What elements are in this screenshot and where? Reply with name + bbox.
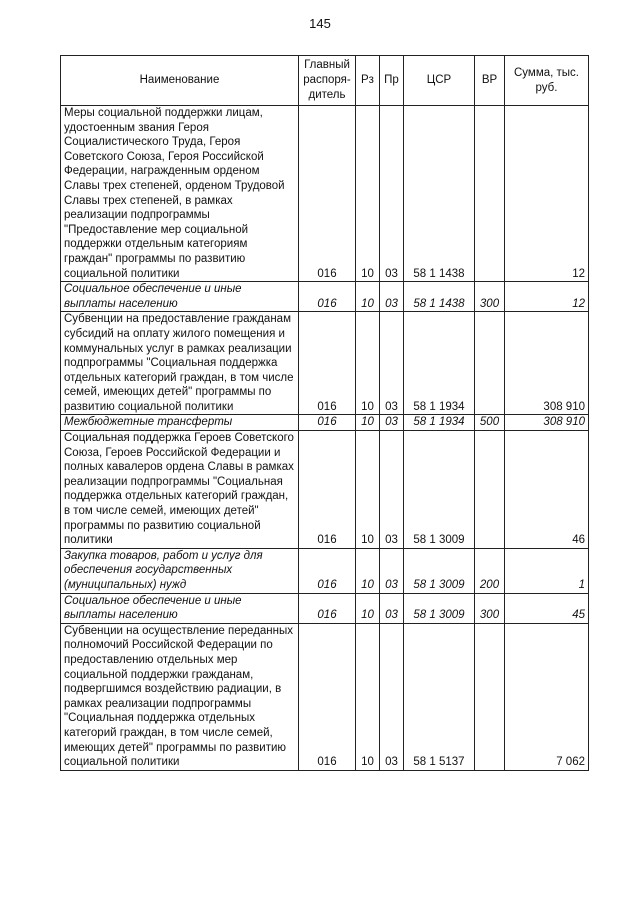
- page-number: 145: [309, 16, 331, 31]
- row-csr: 58 1 1438: [404, 282, 475, 312]
- row-sum: 308 910: [505, 312, 589, 415]
- row-sum: 12: [505, 282, 589, 312]
- header-sum: Сумма, тыс. руб.: [505, 56, 589, 106]
- table-row: [61, 548, 589, 593]
- header-name: Наименование: [61, 56, 299, 106]
- row-name: Субвенции на осуществление переданных полномочий Российской Федерации по предоставлению отдельных мер социальной поддержки гражданам, подвергшимся воздействию радиации, в рамках реализации подпрограммы "Социальная поддержка отдельных категорий граждан, в том числе семей, имеющих детей" программы по развитию социальной политики: [61, 623, 299, 770]
- table-row: [61, 106, 589, 282]
- row-admin: 016: [299, 593, 356, 623]
- row-vr: 500: [475, 415, 505, 431]
- row-admin: 016: [299, 431, 356, 549]
- row-csr: 58 1 1934: [404, 415, 475, 431]
- row-pr: 03: [380, 623, 404, 770]
- row-vr: 200: [475, 548, 505, 593]
- row-admin: 016: [299, 623, 356, 770]
- table-row: [61, 312, 589, 415]
- row-csr: 58 1 1934: [404, 312, 475, 415]
- row-csr: 58 1 1438: [404, 106, 475, 282]
- row-pr: 03: [380, 548, 404, 593]
- row-pr: 03: [380, 312, 404, 415]
- row-csr: 58 1 3009: [404, 431, 475, 549]
- header-admin: Главный распоря-дитель: [299, 56, 356, 106]
- row-name: Социальная поддержка Героев Советского Союза, Героев Российской Федерации и полных кавалеров ордена Славы в рамках реализации подпрограммы "Социальная поддержка отдельных категорий граждан, в том числе семей, имеющих детей" программы по развитию социальной политики: [61, 431, 299, 549]
- row-rz: 10: [356, 106, 380, 282]
- row-name: Социальное обеспечение и иные выплаты населению: [61, 593, 299, 623]
- row-vr: [475, 623, 505, 770]
- row-admin: 016: [299, 548, 356, 593]
- row-csr: 58 1 3009: [404, 593, 475, 623]
- row-pr: 03: [380, 415, 404, 431]
- table-row: [61, 593, 589, 623]
- table-row: [61, 431, 589, 549]
- row-pr: 03: [380, 431, 404, 549]
- row-vr: 300: [475, 593, 505, 623]
- header-pr: Пр: [380, 56, 404, 106]
- row-rz: 10: [356, 431, 380, 549]
- row-rz: 10: [356, 623, 380, 770]
- row-admin: 016: [299, 312, 356, 415]
- table-header-row: [61, 56, 589, 106]
- budget-table: [60, 55, 589, 771]
- row-csr: 58 1 5137: [404, 623, 475, 770]
- table-row: [61, 623, 589, 770]
- row-vr: [475, 312, 505, 415]
- row-sum: 45: [505, 593, 589, 623]
- table-row: [61, 415, 589, 431]
- row-pr: 03: [380, 106, 404, 282]
- row-vr: 300: [475, 282, 505, 312]
- row-rz: 10: [356, 415, 380, 431]
- row-vr: [475, 106, 505, 282]
- row-rz: 10: [356, 548, 380, 593]
- row-sum: 12: [505, 106, 589, 282]
- row-vr: [475, 431, 505, 549]
- row-name: Социальное обеспечение и иные выплаты населению: [61, 282, 299, 312]
- row-csr: 58 1 3009: [404, 548, 475, 593]
- row-name: Закупка товаров, работ и услуг для обеспечения государственных (муниципальных) нужд: [61, 548, 299, 593]
- row-rz: 10: [356, 593, 380, 623]
- row-name: Межбюджетные трансферты: [61, 415, 299, 431]
- row-rz: 10: [356, 312, 380, 415]
- row-sum: 46: [505, 431, 589, 549]
- row-admin: 016: [299, 106, 356, 282]
- row-sum: 1: [505, 548, 589, 593]
- row-pr: 03: [380, 593, 404, 623]
- row-rz: 10: [356, 282, 380, 312]
- row-name: Меры социальной поддержки лицам, удостоенным звания Героя Социалистического Труда, Героя Советского Союза, Героя Российской Федерации, награжденным орденом Славы трех степеней, орденом Трудовой Славы трех степеней, в рамках реализации подпрограммы "Предоставление мер социальной поддержки отдельным категориям граждан" программы по развитию социальной политики: [61, 106, 299, 282]
- row-admin: 016: [299, 282, 356, 312]
- row-sum: 308 910: [505, 415, 589, 431]
- row-pr: 03: [380, 282, 404, 312]
- row-admin: 016: [299, 415, 356, 431]
- header-csr: ЦСР: [404, 56, 475, 106]
- header-vr: ВР: [475, 56, 505, 106]
- row-name: Субвенции на предоставление гражданам субсидий на оплату жилого помещения и коммунальных услуг в рамках реализации подпрограммы "Социальная поддержка отдельных категорий граждан, в том числе семей, имеющих детей" программы по развитию социальной политики: [61, 312, 299, 415]
- row-sum: 7 062: [505, 623, 589, 770]
- header-rz: Рз: [356, 56, 380, 106]
- table-row: [61, 282, 589, 312]
